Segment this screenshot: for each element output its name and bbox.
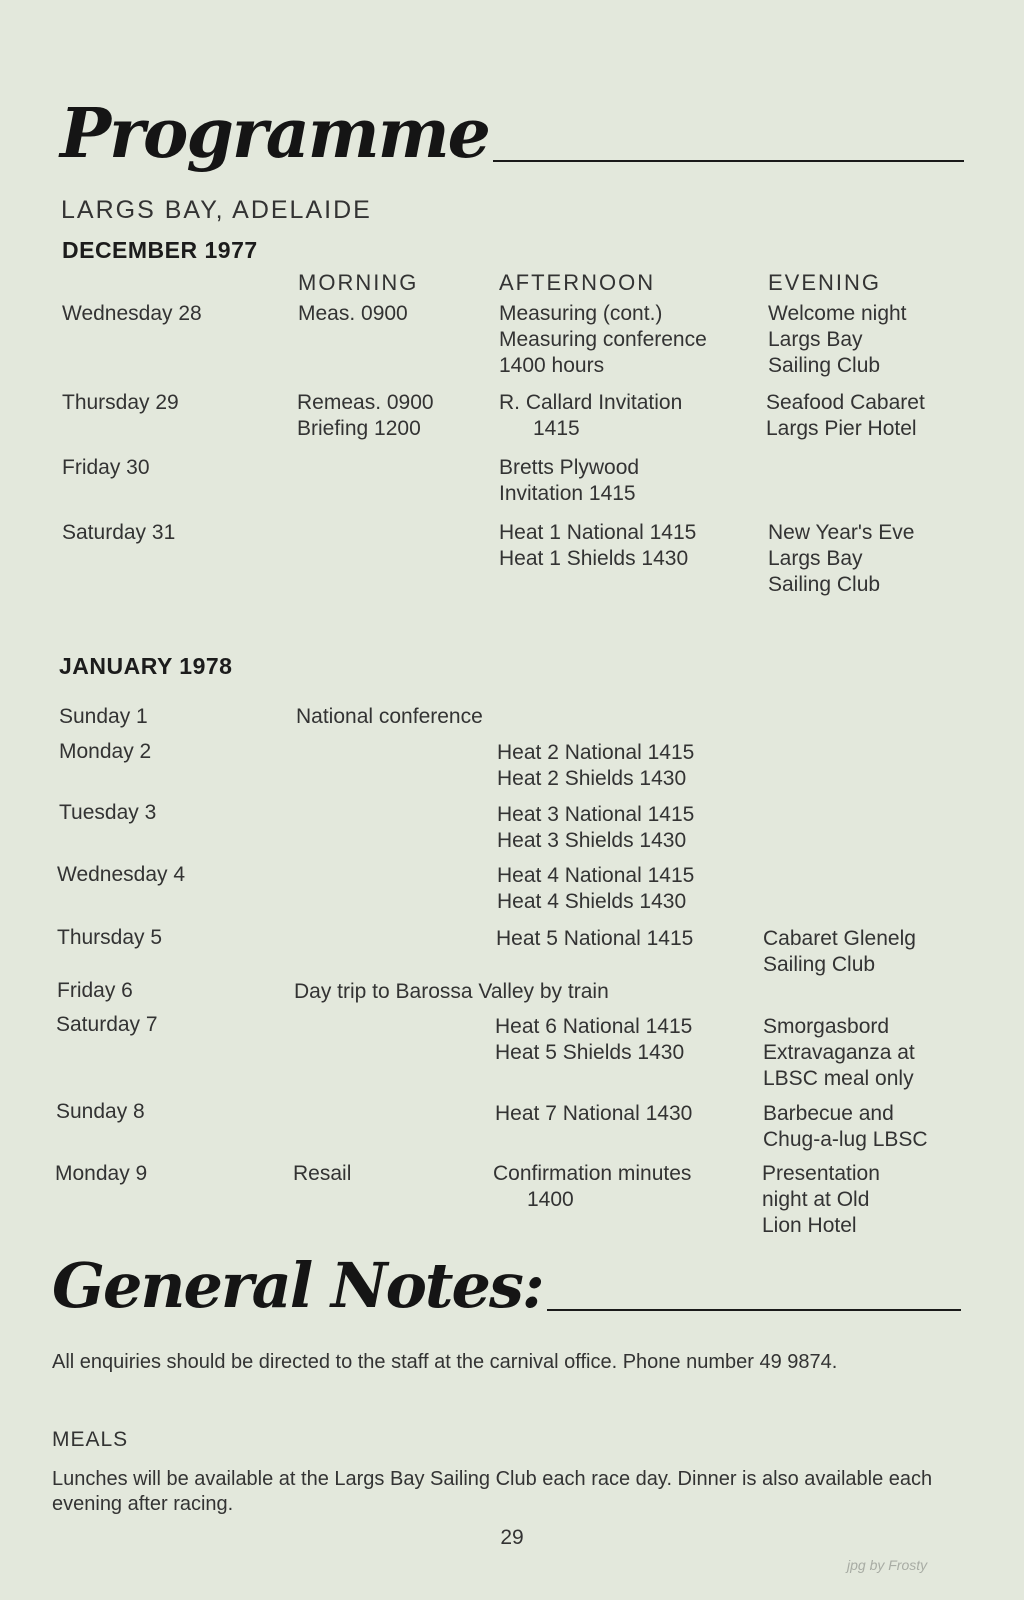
heading-rule [547,1309,961,1311]
schedule-line: Bretts Plywood [499,456,640,479]
schedule-day: Saturday 31 [62,521,176,544]
column-header-afternoon: AFTERNOON [499,270,656,295]
schedule-line: Confirmation minutes [493,1162,692,1185]
schedule-line: 1415 [533,417,580,440]
morning-cell [293,1161,351,1187]
afternoon-cell [499,455,639,507]
schedule-day: Friday 6 [57,979,133,1002]
morning-cell [298,301,408,327]
schedule-line: Heat 3 Shields 1430 [497,829,687,852]
afternoon-cell [495,1014,692,1066]
schedule-line: Presentation [762,1162,880,1185]
schedule-line: Heat 7 National 1430 [495,1102,693,1125]
evening-cell [768,301,907,379]
schedule-line: Measuring conference [499,328,707,351]
afternoon-cell [496,926,693,952]
afternoon-cell [499,390,682,442]
meals-heading: MEALS [52,1428,129,1451]
schedule-line: Seafood Cabaret [766,391,925,414]
afternoon-cell [497,802,694,854]
schedule-line: Sailing Club [768,354,881,377]
schedule-day: Thursday 29 [62,391,179,414]
schedule-line: Sailing Club [768,573,881,596]
schedule-line: Largs Bay [768,547,863,570]
meals-text: Lunches will be available at the Largs Bay Sailing Club each race day. Dinner is also available each evening after racing. [52,1468,933,1515]
schedule-line: Largs Pier Hotel [766,417,917,440]
schedule-line: Measuring (cont.) [499,302,663,325]
afternoon-cell [495,1101,692,1127]
schedule-line: Heat 6 National 1415 [495,1015,693,1038]
enquiries-text: All enquiries should be directed to the staff at the carnival office. Phone number 49 9874. [52,1351,838,1373]
schedule-line: Heat 1 National 1415 [499,521,697,544]
schedule-line: R. Callard Invitation [499,391,683,414]
schedule-day: Wednesday 4 [57,863,186,886]
evening-cell [766,390,925,442]
programme-title: Programme [60,94,489,174]
schedule-line: Chug-a-lug LBSC [763,1128,928,1151]
schedule-line: Briefing 1200 [297,417,421,440]
schedule-line: Welcome night [768,302,907,325]
schedule-line: Meas. 0900 [298,302,408,325]
morning-cell [297,390,434,442]
schedule-line: Day trip to Barossa Valley by train [294,980,609,1003]
watermark: jpg by Frosty [847,1557,928,1573]
general-notes-heading [52,1249,961,1322]
evening-cell [763,1014,915,1092]
december-heading: DECEMBER 1977 [62,237,258,263]
morning-cell [294,979,609,1005]
schedule-day: Sunday 1 [59,705,148,728]
schedule-line: Heat 4 National 1415 [497,864,695,887]
afternoon-cell [497,740,694,792]
afternoon-cell [499,301,707,379]
evening-cell [762,1161,880,1239]
schedule-line: Heat 4 Shields 1430 [497,890,687,913]
schedule-line: Lion Hotel [762,1214,857,1237]
schedule-line: Heat 5 National 1415 [496,927,694,950]
afternoon-cell [497,863,694,915]
schedule-line: Invitation 1415 [499,482,636,505]
schedule-line: Heat 5 Shields 1430 [495,1041,685,1064]
general-notes-title: General Notes: [52,1249,543,1322]
programme-heading [60,94,964,174]
afternoon-cell [493,1161,691,1213]
schedule-line: Heat 2 National 1415 [497,741,695,764]
afternoon-cell [499,520,696,572]
schedule-line: Barbecue and [763,1102,894,1125]
schedule-line: Extravaganza at [763,1041,915,1064]
schedule-line: Resail [293,1162,352,1185]
heading-rule [493,160,964,162]
schedule-line: LBSC meal only [763,1067,914,1090]
schedule-line: Heat 1 Shields 1430 [499,547,689,570]
schedule-day: Tuesday 3 [59,801,157,824]
schedule-line: Heat 2 Shields 1430 [497,767,687,790]
schedule-day: Wednesday 28 [62,302,202,325]
schedule-day: Saturday 7 [56,1013,158,1036]
schedule-line: Cabaret Glenelg [763,927,916,950]
evening-cell [768,520,914,598]
schedule-line: 1400 [527,1188,574,1211]
schedule-line: Remeas. 0900 [297,391,434,414]
schedule-line: Largs Bay [768,328,863,351]
schedule-day: Sunday 8 [56,1100,145,1123]
location-subtitle: LARGS BAY, ADELAIDE [61,196,372,224]
column-header-evening: EVENING [768,270,882,295]
schedule-line: National conference [296,705,483,728]
schedule-line: New Year's Eve [768,521,915,544]
schedule-line: 1400 hours [499,354,605,377]
schedule-line: night at Old [762,1188,870,1211]
morning-cell [296,704,483,730]
schedule-day: Monday 9 [55,1162,148,1185]
column-header-morning: MORNING [298,270,419,295]
page-number: 29 [500,1526,524,1549]
schedule-day: Thursday 5 [57,926,163,949]
schedule-day: Friday 30 [62,456,150,479]
schedule-day: Monday 2 [59,740,152,763]
evening-cell [763,1101,928,1153]
schedule-line: Smorgasbord [763,1015,890,1038]
schedule-line: Heat 3 National 1415 [497,803,695,826]
schedule-line: Sailing Club [763,953,876,976]
january-heading: JANUARY 1978 [59,653,233,679]
evening-cell [763,926,916,978]
